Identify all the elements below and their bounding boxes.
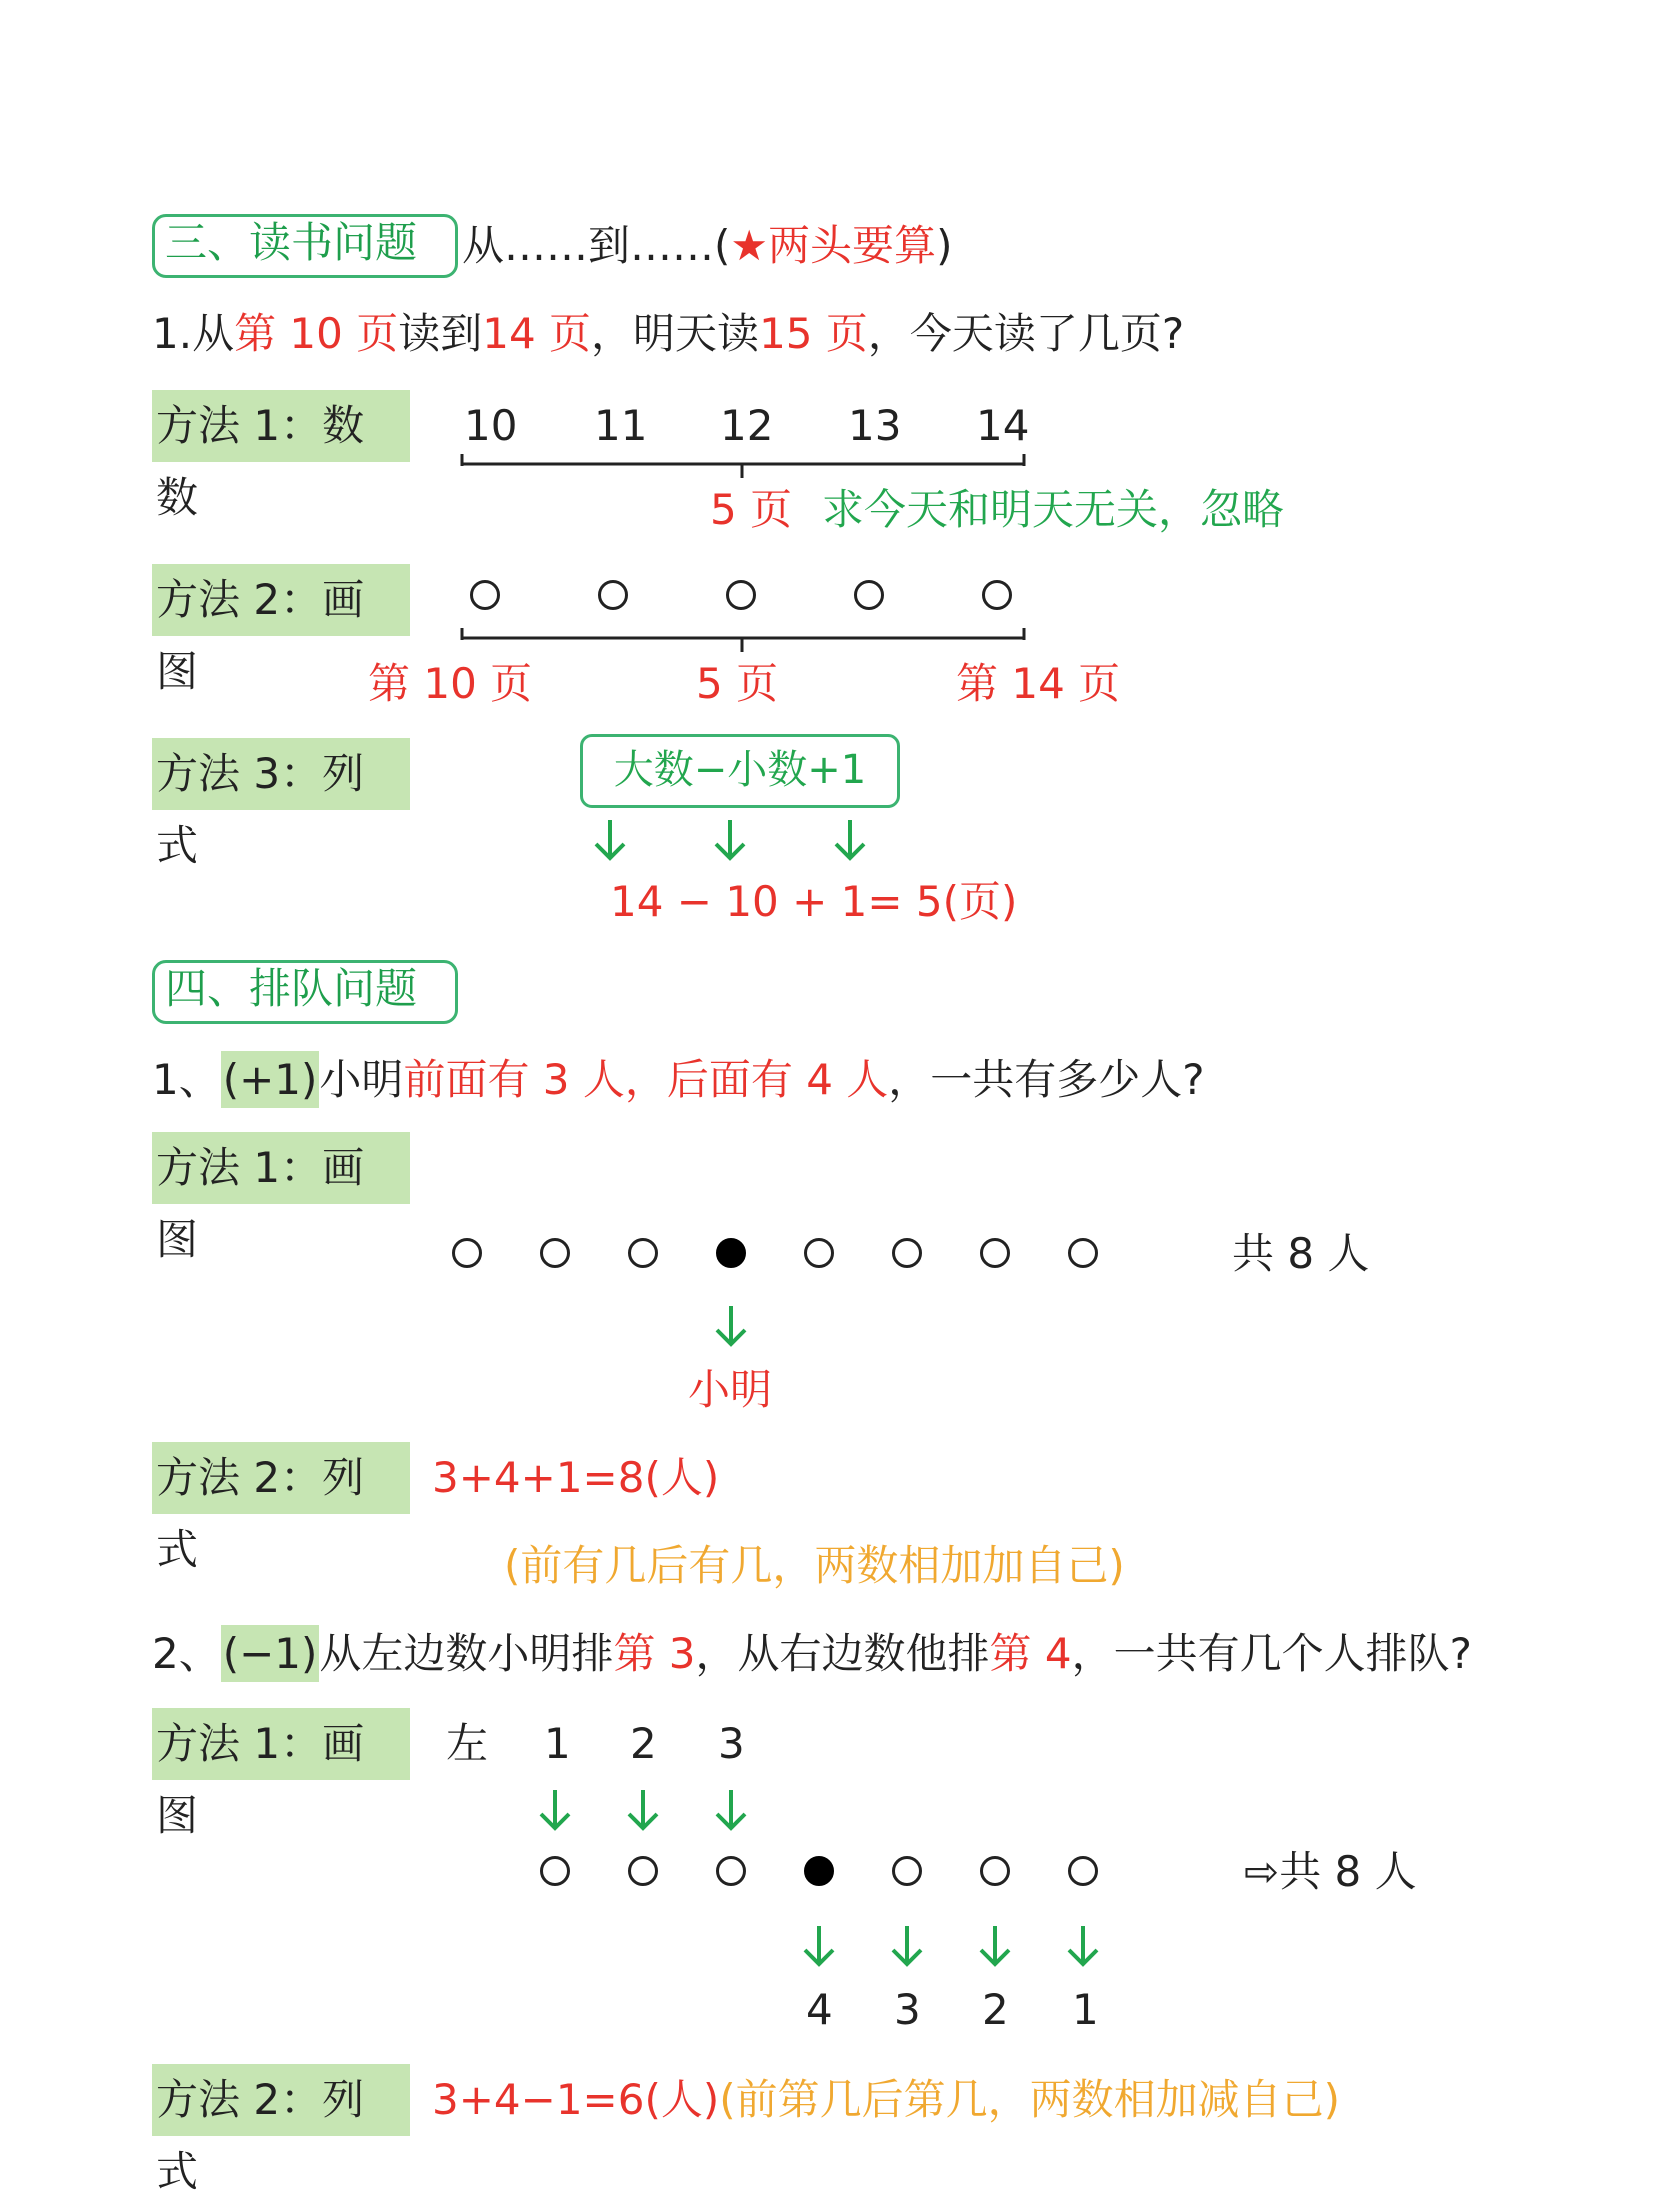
- down-arrow-icon: [801, 1924, 837, 1968]
- person-circle: [452, 1238, 482, 1268]
- method-label: 方法 2：列式: [152, 1442, 410, 1514]
- count-number: 13: [848, 401, 902, 450]
- left-count-number: 3: [718, 1719, 745, 1768]
- tip-minus-one: (前第几后第几，两数相加减自己): [719, 2075, 1341, 2124]
- down-arrow-icon: [889, 1924, 925, 1968]
- method-label: 方法 1：数数: [152, 390, 410, 462]
- method-label: 方法 1：画图: [152, 1708, 410, 1780]
- page-circle: [470, 580, 500, 610]
- person-circle: [980, 1856, 1010, 1886]
- method-label: 方法 3：列式: [152, 738, 410, 810]
- count-number: 12: [720, 401, 774, 450]
- xiaoming-dot: [804, 1856, 834, 1886]
- down-arrow-icon: [832, 818, 868, 862]
- person-circle: [540, 1856, 570, 1886]
- section-subtitle-reading: 从……到……(★两头要算): [462, 221, 953, 270]
- tip-plus-one: (前有几后有几，两数相加加自己): [504, 1541, 1125, 1590]
- person-circle: [980, 1238, 1010, 1268]
- formula-plus-one: 3+4+1=8(人): [432, 1453, 720, 1502]
- method-label: 方法 1：画图: [152, 1132, 410, 1204]
- page-end-label: 第 14 页: [956, 659, 1121, 708]
- person-circle: [628, 1856, 658, 1886]
- xiaoming-label: 小明: [688, 1365, 773, 1414]
- tag-minus-one: (−1): [221, 1625, 320, 1682]
- right-count-number: 1: [1072, 1985, 1099, 2034]
- count-number: 11: [594, 401, 648, 450]
- left-count-number: 2: [630, 1719, 657, 1768]
- person-circle: [540, 1238, 570, 1268]
- page-circle: [726, 580, 756, 610]
- right-count-number: 4: [806, 1985, 833, 2034]
- down-arrow-icon: [712, 818, 748, 862]
- method-label: 方法 2：画图: [152, 564, 410, 636]
- right-count-number: 3: [894, 1985, 921, 2034]
- left-word: 左: [446, 1719, 489, 1768]
- page-circle: [598, 580, 628, 610]
- note-ignore: 求今天和明天无关，忽略: [822, 485, 1285, 534]
- down-arrow-icon: [713, 1788, 749, 1832]
- person-circle: [628, 1238, 658, 1268]
- count-number: 10: [464, 401, 518, 450]
- method-label: 方法 2：列式: [152, 2064, 410, 2136]
- brace-bracket: [458, 452, 1028, 482]
- down-arrow-icon: [713, 1304, 749, 1348]
- person-circle: [804, 1238, 834, 1268]
- xiaoming-dot: [716, 1238, 746, 1268]
- page-circle: [982, 580, 1012, 610]
- total-people: ⇨共 8 人: [1244, 1847, 1417, 1896]
- section-title-reading: 三、读书问题: [152, 214, 458, 278]
- result-pages: 5 页: [710, 485, 793, 534]
- brace-bracket: [458, 626, 1028, 656]
- total-people: 共 8 人: [1232, 1229, 1370, 1278]
- down-arrow-icon: [977, 1924, 1013, 1968]
- calculation: 14 − 10 + 1= 5(页): [610, 877, 1018, 926]
- count-number: 14: [976, 401, 1030, 450]
- right-count-number: 2: [982, 1985, 1009, 2034]
- formula-minus-one: 3+4−1=6(人): [432, 2075, 720, 2124]
- page-count-label: 5 页: [696, 659, 779, 708]
- down-arrow-icon: [592, 818, 628, 862]
- page-start-label: 第 10 页: [368, 659, 533, 708]
- formula-minus-one-line: [432, 2074, 1340, 2126]
- tag-plus-one: (+1): [221, 1051, 320, 1108]
- down-arrow-icon: [1065, 1924, 1101, 1968]
- person-circle: [892, 1238, 922, 1268]
- question-reading: 1.从第 10 页读到14 页，明天读15 页，今天读了几页?: [152, 309, 1185, 358]
- page-circle: [854, 580, 884, 610]
- star-icon: ★: [730, 221, 769, 270]
- left-count-number: 1: [544, 1719, 571, 1768]
- formula-rule-box: 大数−小数+1: [580, 734, 900, 808]
- person-circle: [716, 1856, 746, 1886]
- down-arrow-icon: [625, 1788, 661, 1832]
- section-title-queue: 四、排队问题: [152, 960, 458, 1024]
- person-circle: [1068, 1856, 1098, 1886]
- question-queue-2: 2、(−1)从左边数小明排第 3，从右边数他排第 4，一共有几个人排队?: [152, 1628, 1472, 1680]
- question-queue-1: 1、(+1)小明前面有 3 人，后面有 4 人，一共有多少人?: [152, 1054, 1205, 1106]
- person-circle: [1068, 1238, 1098, 1268]
- down-arrow-icon: [537, 1788, 573, 1832]
- person-circle: [892, 1856, 922, 1886]
